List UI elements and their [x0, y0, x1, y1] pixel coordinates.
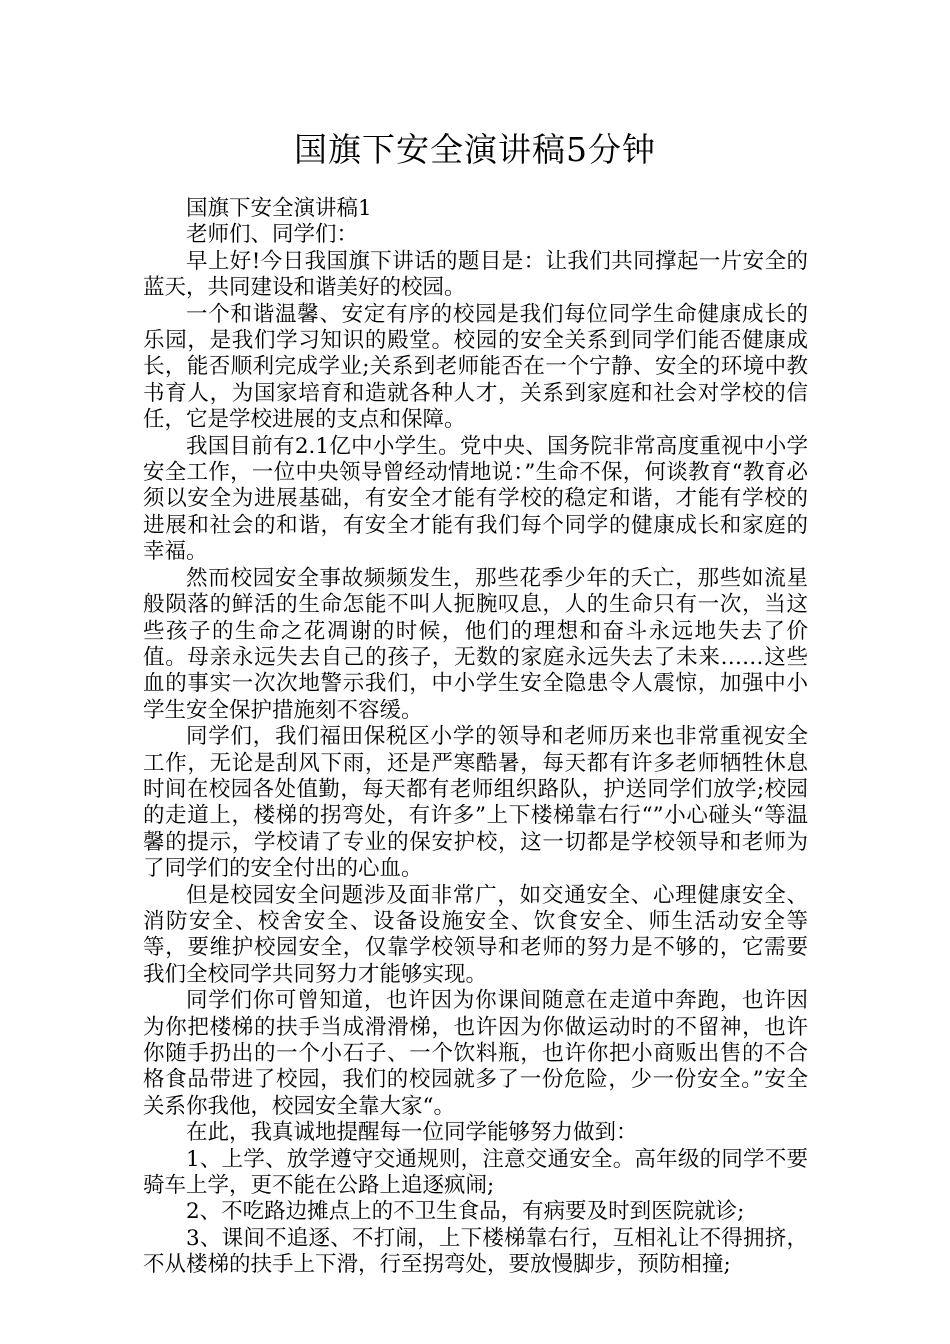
paragraph: 早上好!今日我国旗下讲话的题目是：让我们共同撑起一片安全的蓝天，共同建设和谐美好的校园。: [143, 248, 808, 301]
paragraph: 在此，我真诚地提醒每一位同学能够努力做到：: [186, 1120, 638, 1146]
paragraph: 但是校园安全问题涉及面非常广，如交通安全、心理健康安全、消防安全、校舍安全、设备设施安全、饮食安全、师生活动安全等等，要维护校园安全，仅靠学校领导和老师的努力是不够的，它需要我们全校同学共同努力才能够实现。: [143, 882, 808, 987]
paragraph-salutation: 老师们、同学们：: [186, 222, 359, 248]
document-body: [143, 196, 808, 1279]
paragraph: 同学们你可曾知道，也许因为你课间随意在走道中奔跑，也许因为你把楼梯的扶手当成滑滑梯，也许因为你做运动时的不留神，也许你随手扔出的一个小石子、一个饮料瓶，也许你把小商贩出售的不合格食品带进了校园，我们的校园就多了一份危险，少一份安全。”安全关系你我他，校园安全靠大家“。: [143, 988, 808, 1119]
paragraph: 同学们，我们福田保税区小学的领导和老师历来也非常重视安全工作，无论是刮风下雨，还是严寒酷暑，每天都有许多老师牺牲休息时间在校园各处值勤，每天都有老师组织路队，护送同学们放学;校园的走道上，楼梯的拐弯处，有许多”上下楼梯靠右行“”小心碰头“等温馨的提示，学校请了专业的保安护校，这一切都是学校领导和老师为了同学们的安全付出的心血。: [143, 724, 809, 882]
paragraph: 一个和谐温馨、安定有序的校园是我们每位同学生命健康成长的乐园，是我们学习知识的殿堂。校园的安全关系到同学们能否健康成长，能否顺利完成学业;关系到老师能否在一个宁静、安全的环境中教书育人，为国家培育和造就各种人才，关系到家庭和社会对学校的信任，它是学校进展的支点和保障。: [143, 301, 808, 433]
document-title: 国旗下安全演讲稿5分钟: [294, 130, 656, 169]
paragraph: 然而校园安全事故频频发生，那些花季少年的夭亡，那些如流星般陨落的鲜活的生命怎能不叫人扼腕叹息，人的生命只有一次，当这些孩子的生命之花凋谢的时候，他们的理想和奋斗永远地失去了价值。母亲永远失去自己的孩子，无数的家庭永远失去了未来……这些血的事实一次次地警示我们，中小学生安全隐患令人震惊，加强中小学生安全保护措施刻不容缓。: [143, 565, 808, 723]
paragraph-heading: 国旗下安全演讲稿1: [186, 196, 372, 221]
list-item: 1、上学、放学遵守交通规则，注意交通安全。高年级的同学不要骑车上学，更不能在公路上追逐疯闹;: [143, 1146, 808, 1199]
list-item: 3、课间不追逐、不打闹，上下楼梯靠右行，互相礼让不得拥挤，不从楼梯的扶手上下滑，行至拐弯处，要放慢脚步，预防相撞;: [143, 1225, 808, 1278]
list-item: 2、不吃路边摊点上的不卫生食品，有病要及时到医院就诊;: [186, 1199, 745, 1225]
paragraph: 我国目前有2.1亿中小学生。党中央、国务院非常高度重视中小学安全工作，一位中央领导曾经动情地说：”生命不保，何谈教育“教育必须以安全为进展基础，有安全才能有学校的稳定和谐，才能有学校的进展和社会的和谐，有安全才能有我们每个同学的健康成长和家庭的幸福。: [143, 433, 808, 565]
